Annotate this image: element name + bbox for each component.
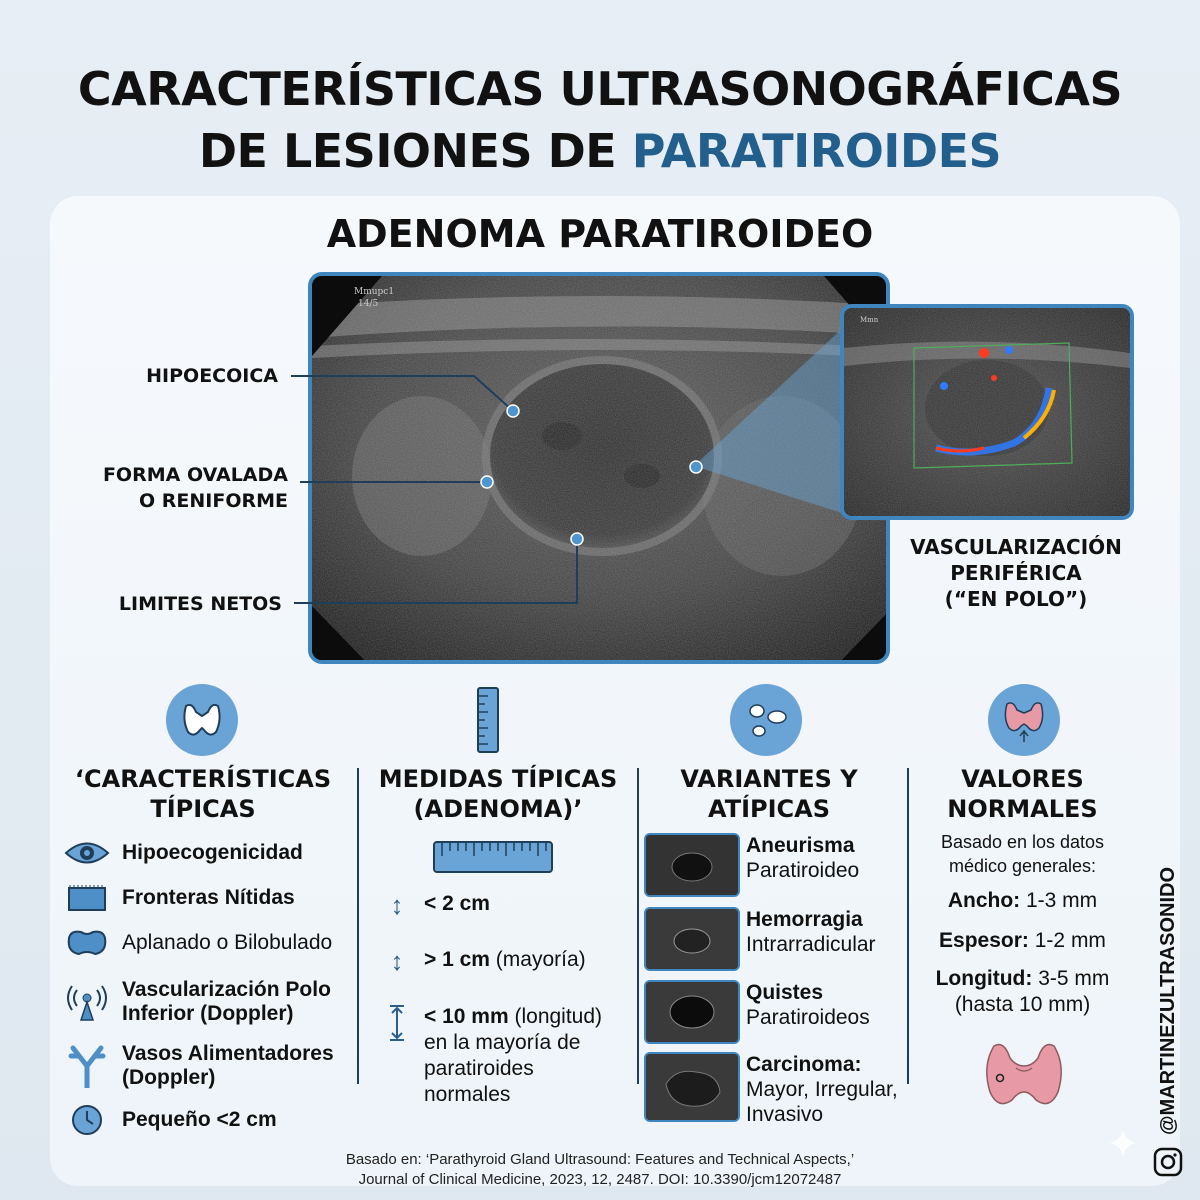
label-limites: LIMITES NETOS xyxy=(118,593,282,615)
value-longitud-line-1 xyxy=(920,966,1125,992)
feature-item xyxy=(62,978,331,1026)
variant-thumbnail xyxy=(644,980,740,1044)
label-hipoecoica: HIPOECOICA xyxy=(146,365,278,387)
value-longitud xyxy=(920,966,1125,1018)
measure-note: (longitud) xyxy=(508,1005,603,1028)
label-forma xyxy=(78,462,288,514)
title-line-2-prefix: DE LESIONES DE xyxy=(198,124,632,178)
heading-valores-line-2: NORMALES xyxy=(947,795,1098,823)
title-accent: PARATIROIDES xyxy=(631,124,1002,178)
heading-valores-line-1: VALORES xyxy=(961,765,1084,793)
variant-name: Carcinoma: xyxy=(746,1053,862,1076)
citation xyxy=(0,1150,1200,1190)
col-variantes-icon xyxy=(730,684,802,756)
measure-value: < 10 mm xyxy=(424,1005,509,1028)
feature-label: Fronteras Nítidas xyxy=(122,886,295,909)
label-forma-line-2: O RENIFORME xyxy=(139,490,288,512)
label-vasc-line-2: PERIFÉRICA xyxy=(950,561,1082,585)
heading-variantes-line-2: ATÍPICAS xyxy=(707,795,830,823)
value-label: Espesor: xyxy=(939,929,1029,952)
heading-valores xyxy=(920,764,1125,824)
bounded-arrow-icon xyxy=(380,1004,414,1108)
label-forma-line-1: FORMA OVALADA xyxy=(102,464,288,486)
title-line-2 xyxy=(0,120,1200,182)
measure-item xyxy=(380,947,586,975)
ultrasound-drawing xyxy=(312,276,890,664)
cells-icon xyxy=(730,684,802,756)
signal-icon xyxy=(62,982,112,1022)
value-text: 1-3 mm xyxy=(1020,889,1098,912)
ultrasound-image xyxy=(308,272,890,664)
heading-medidas-line-2: (ADENOMA)’ xyxy=(413,795,583,823)
variant-name: Quistes xyxy=(746,981,824,1004)
variant-item xyxy=(644,980,870,1044)
variant-text xyxy=(746,1052,898,1127)
section-title: ADENOMA PARATIROIDEO xyxy=(326,212,874,256)
bilobed-icon xyxy=(62,928,112,958)
feature-label: Aplanado o Bilobulado xyxy=(122,931,333,954)
variant-text xyxy=(746,833,859,883)
value-longitud-line-2: (hasta 10 mm) xyxy=(954,993,1091,1016)
rectangle-border-icon xyxy=(62,884,112,912)
variant-text xyxy=(746,980,870,1030)
title-line-1: CARACTERÍSTICAS ULTRASONOGRÁFICAS xyxy=(77,62,1123,116)
measure-note: (mayoría) xyxy=(489,948,586,971)
feature-item xyxy=(62,840,303,866)
heading-caracteristicas-line-2: TÍPICAS xyxy=(150,795,256,823)
divider-2 xyxy=(637,768,639,1084)
ruler-vertical-icon xyxy=(476,686,500,754)
page-title xyxy=(0,58,1200,182)
measure-text xyxy=(424,1004,602,1108)
normal-values-note xyxy=(920,830,1125,878)
feature-label xyxy=(122,1042,334,1090)
value-espesor xyxy=(920,928,1125,954)
divider-1 xyxy=(357,768,359,1084)
ruler-horizontal-icon xyxy=(432,840,554,874)
value-label: Ancho: xyxy=(947,889,1021,912)
us-overlay-text-2: 14/5 xyxy=(358,299,379,309)
variant-item xyxy=(644,1052,898,1127)
measure-line-1 xyxy=(424,1004,602,1030)
measure-value: < 2 cm xyxy=(424,892,490,915)
us-overlay-text-1: Mmupc1 xyxy=(354,287,395,297)
feature-item xyxy=(62,928,332,958)
measure-line-2: en la mayoría de xyxy=(424,1031,581,1054)
heading-caracteristicas-line-1: ‘CARACTERÍSTICAS xyxy=(74,765,332,793)
heading-medidas xyxy=(362,764,634,824)
variant-thumbnail xyxy=(644,907,740,971)
col-caracteristicas-icon xyxy=(166,684,238,756)
variant-item xyxy=(644,907,876,971)
measure-line-3: paratiroides xyxy=(424,1057,534,1080)
handle-text: @MARTINEZULTRASONIDO xyxy=(1157,867,1179,1135)
variant-text xyxy=(746,907,876,957)
thyroid-gland-icon xyxy=(980,1036,1068,1116)
sparkle-icon xyxy=(1108,1128,1138,1158)
measure-text xyxy=(424,947,586,975)
heading-medidas-line-1: MEDIDAS TÍPICAS xyxy=(378,765,618,793)
measure-value: > 1 cm xyxy=(424,948,490,971)
label-vasc-line-1: VASCULARIZACIÓN xyxy=(910,535,1122,559)
variant-desc-line-2: Invasivo xyxy=(746,1103,824,1126)
variant-name: Hemorragia xyxy=(746,908,863,931)
variant-desc: Intrarradicular xyxy=(746,933,876,956)
measure-item xyxy=(380,891,490,919)
vertical-arrow-icon: ↕ xyxy=(390,946,404,976)
feature-item xyxy=(62,1104,277,1136)
heading-caracteristicas xyxy=(62,764,344,824)
feature-label: Pequeño <2 cm xyxy=(122,1108,277,1131)
feature-label-line-1: Vascularización Polo xyxy=(122,978,331,1001)
variant-name: Aneurisma xyxy=(746,834,855,857)
feature-label-line-2: Inferior (Doppler) xyxy=(122,1002,294,1025)
value-text: 3-5 mm xyxy=(1032,967,1110,990)
doppler-inset-image xyxy=(840,304,1134,520)
label-vasc-line-3: (“EN POLO”) xyxy=(944,587,1088,611)
citation-line-1: Basado en: ‘Parathyroid Gland Ultrasound: Features and Technical Aspects,’ xyxy=(345,1151,855,1168)
citation-line-2: Journal of Clinical Medicine, 2023, 12, 2487. DOI: 10.3390/jcm12072487 xyxy=(358,1171,842,1188)
variant-thumbnail xyxy=(644,1052,740,1122)
measure-item xyxy=(380,1004,602,1108)
feature-label xyxy=(122,978,331,1026)
value-label: Longitud: xyxy=(935,967,1033,990)
col-valores-icon xyxy=(988,684,1060,756)
value-ancho xyxy=(920,888,1125,914)
variant-item xyxy=(644,833,859,897)
measure-line-4: normales xyxy=(424,1083,511,1106)
heading-variantes xyxy=(644,764,894,824)
note-line-1: Basado en los datos xyxy=(940,832,1105,852)
instagram-icon xyxy=(1155,1149,1181,1175)
thyroid-color-icon xyxy=(988,684,1060,756)
feature-item xyxy=(62,884,295,912)
feature-item xyxy=(62,1042,334,1090)
variant-desc-line-1: Mayor, Irregular, xyxy=(746,1078,898,1101)
social-handle xyxy=(1138,845,1198,1185)
heading-variantes-line-1: VARIANTES Y xyxy=(680,765,858,793)
variant-desc: Paratiroideos xyxy=(746,1006,870,1029)
thyroid-outline-icon xyxy=(166,684,238,756)
variant-thumbnail xyxy=(644,833,740,897)
doppler-drawing xyxy=(844,308,1130,516)
note-line-2: médico generales: xyxy=(948,856,1097,876)
vessel-icon xyxy=(62,1044,112,1088)
variant-desc: Paratiroideo xyxy=(746,859,860,882)
inset-overlay-text: Mmn xyxy=(860,316,879,324)
divider-3 xyxy=(907,768,909,1084)
feature-label-line-1: Vasos Alimentadores xyxy=(122,1042,334,1065)
vertical-arrow-icon: ↕ xyxy=(390,890,404,920)
value-text: 1-2 mm xyxy=(1028,929,1106,952)
clock-icon xyxy=(62,1104,112,1136)
feature-label-line-2: (Doppler) xyxy=(122,1066,216,1089)
col-medidas-icon xyxy=(476,686,500,759)
feature-label: Hipoecogenicidad xyxy=(122,841,303,864)
label-vascularizacion xyxy=(898,534,1134,612)
eye-icon xyxy=(62,840,112,866)
